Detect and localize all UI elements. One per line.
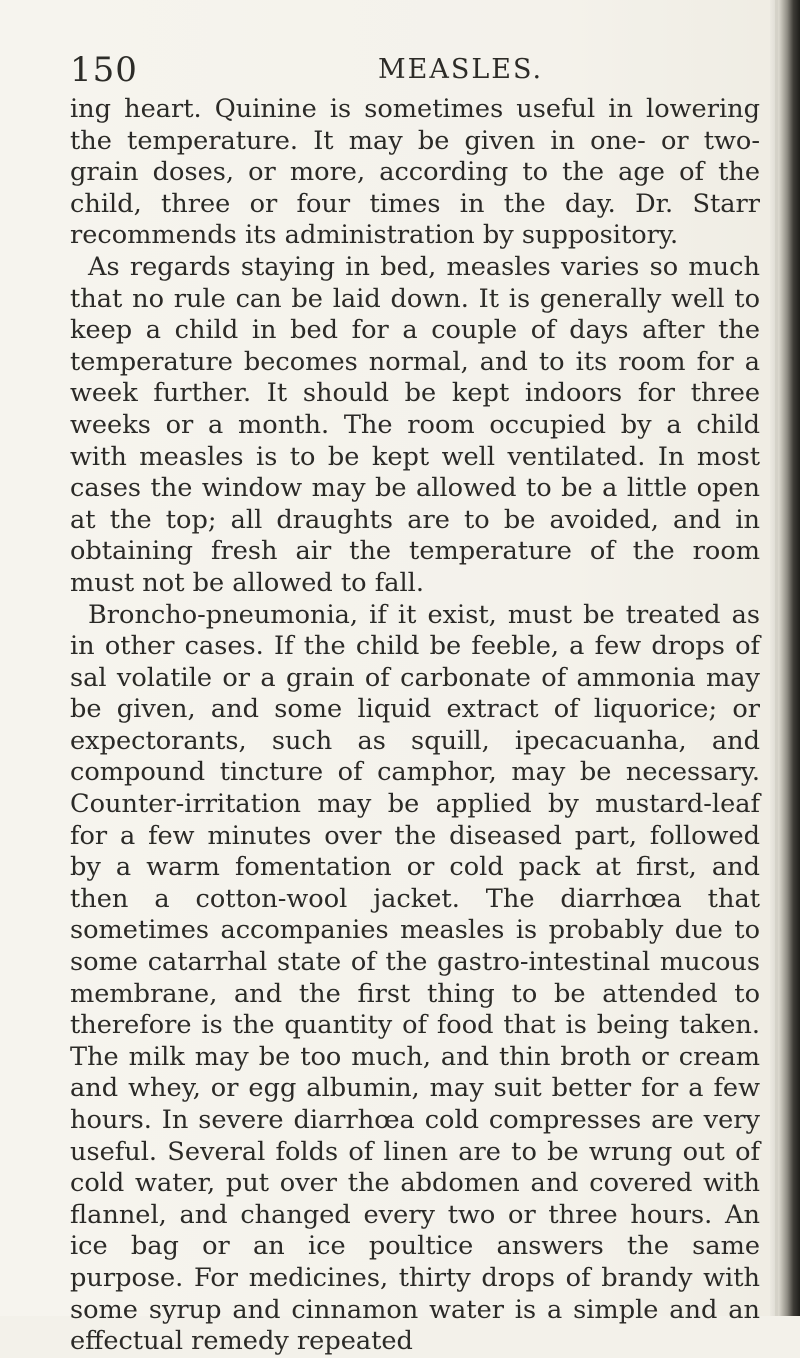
page-edge-highlight <box>775 0 778 1316</box>
paragraph-broncho-pneumonia: Broncho-pneumonia, if it exist, must be treated as in other cases. If the child be feeble, a few drops of sal volatile or a grain of carbonate of ammonia may be given, and some liquid extract of liquorice; or expectorants, such as squill, ipecacuanha, and compound tincture of camphor, may be necessary. Counter-irritation may be applied by mustard-leaf for a few minutes over the diseased part, followed by a warm fomentation or cold pack at first, and then a cotton-wool jacket. The diarrhœa that sometimes accompanies measles is probably due to some catarrhal state of the gastro-intestinal mucous membrane, and the first thing to be attended to therefore is the quantity of food that is being taken. The milk may be too much, and thin broth or cream and whey, or egg albumin, may suit better for a few hours. In severe diarrhœa cold compresses are very useful. Several folds of linen are to be wrung out of cold water, put over the abdomen and covered with flannel, and changed every two or three hours. An ice bag or an ice poultice answers the same purpose. For medicines, thirty drops of brandy with some syrup and cinnamon water is a simple and an effectual remedy repeated <box>70 599 760 1357</box>
body-text <box>70 94 760 1358</box>
running-head <box>70 50 740 90</box>
paragraph-quinine: ing heart. Quinine is sometimes useful in lowering the temperature. It may be given in one- or two-grain doses, or more, according to the age of the child, three or four times in the day. Dr. Starr recommends its administration by suppository. <box>70 94 760 251</box>
paragraph-staying-in-bed: As regards staying in bed, measles varies so much that no rule can be laid down. It is generally well to keep a child in bed for a couple of days after the temperature becomes normal, and to its room for a week further. It should be kept indoors for three weeks or a month. The room occupied by a child with measles is to be kept well ventilated. In most cases the window may be allowed to be a little open at the top; all draughts are to be avoided, and in obtaining fresh air the temperature of the room must not be allowed to fall. <box>70 251 760 598</box>
page-number: 150 <box>70 50 138 90</box>
running-title: MEASLES. <box>378 54 544 85</box>
